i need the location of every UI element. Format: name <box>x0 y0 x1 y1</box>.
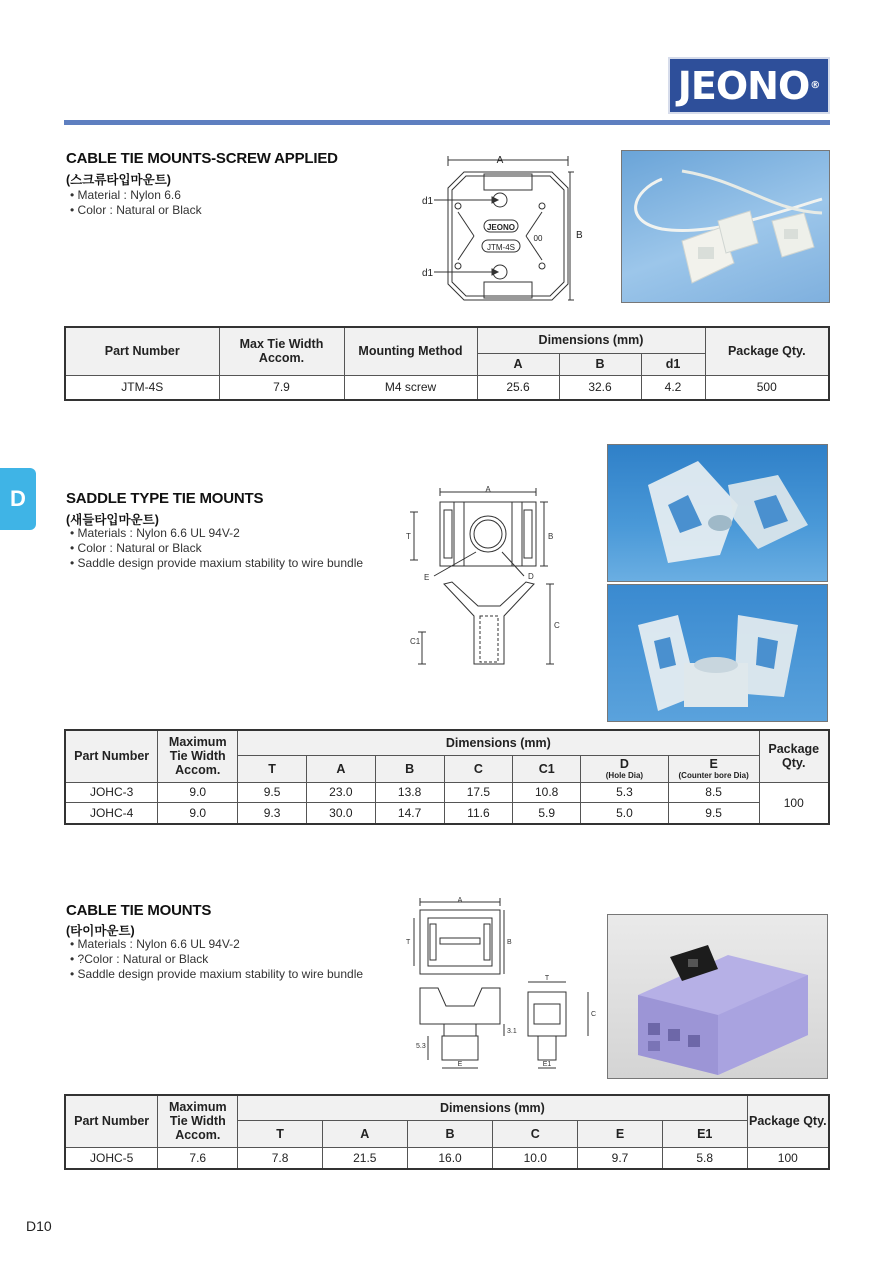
table-row: JOHC-4 9.0 9.3 30.0 14.7 11.6 5.9 5.0 9.5 <box>65 802 829 824</box>
col-package-qty: Package Qty. <box>759 730 829 782</box>
section3-subtitle: (타이마운트) <box>66 924 135 938</box>
svg-text:C: C <box>554 621 560 630</box>
svg-text:B: B <box>507 939 512 946</box>
col-c: C <box>444 755 513 782</box>
svg-text:C: C <box>591 1011 597 1018</box>
table-row: JTM-4S 7.9 M4 screw 25.6 32.6 4.2 500 <box>65 375 829 400</box>
svg-text:B: B <box>576 230 583 241</box>
col-max-width: Max Tie Width Accom. <box>219 327 344 375</box>
col-a: A <box>306 755 375 782</box>
svg-text:E: E <box>457 1061 463 1068</box>
section-tab: D <box>0 468 36 530</box>
tie-mount-drawing <box>404 894 604 1074</box>
col-e1: E1 <box>662 1120 747 1147</box>
svg-text:JEONO: JEONO <box>486 223 516 232</box>
svg-text:3.1: 3.1 <box>507 1028 517 1035</box>
col-d: D (Hole Dia) <box>581 755 669 782</box>
col-e: E <box>578 1120 663 1147</box>
section3-title: CABLE TIE MOUNTS <box>66 902 212 919</box>
section3-specs: • Materials : Nylon 6.6 UL 94V-2 • ?Color : Natural or Black • Saddle design provide maxium stability to wire bundle <box>70 937 363 982</box>
svg-text:D: D <box>528 572 534 581</box>
tie-mount-photo-art <box>608 915 828 1079</box>
svg-text:E: E <box>424 573 430 582</box>
svg-text:d1: d1 <box>422 268 434 279</box>
col-package-qty: Package Qty. <box>747 1095 829 1147</box>
saddle-mount-drawing <box>404 484 570 670</box>
svg-text:5.3: 5.3 <box>416 1043 426 1050</box>
section1-specs: • Material : Nylon 6.6 • Color : Natural or Black <box>70 188 202 218</box>
section1-title: CABLE TIE MOUNTS-SCREW APPLIED <box>66 150 338 167</box>
brand-logo: JEONO ® <box>668 57 830 114</box>
section2-specs: • Materials : Nylon 6.6 UL 94V-2 • Color : Natural or Black • Saddle design provide maxium stability to wire bundle <box>70 526 363 571</box>
col-b: B <box>375 755 444 782</box>
svg-text:JTM-4S: JTM-4S <box>487 243 515 252</box>
table-row: JOHC-5 7.6 7.8 21.5 16.0 10.0 9.7 5.8 100 <box>65 1147 829 1169</box>
saddle-mount-photo-bottom <box>607 584 828 722</box>
col-part-number: Part Number <box>65 327 219 375</box>
col-part-number: Part Number <box>65 1095 158 1147</box>
svg-text:00: 00 <box>533 234 543 243</box>
col-b: B <box>407 1120 493 1147</box>
section2-subtitle: (새들타입마운트) <box>66 513 159 527</box>
svg-text:T: T <box>406 939 411 946</box>
col-b: B <box>559 353 641 375</box>
col-t: T <box>238 755 307 782</box>
page-number: D10 <box>26 1218 52 1234</box>
screw-mount-photo <box>621 150 830 303</box>
tie-mount-photo <box>607 914 828 1079</box>
svg-text:A: A <box>457 897 463 904</box>
saddle-photo-art-1 <box>608 445 828 582</box>
col-dimensions: Dimensions (mm) <box>238 1095 747 1120</box>
col-a: A <box>477 353 559 375</box>
section1-subtitle: (스크류타입마운트) <box>66 173 171 187</box>
col-t: T <box>238 1120 323 1147</box>
section1-spec-table <box>64 326 830 401</box>
col-dimensions: Dimensions (mm) <box>238 730 759 755</box>
col-mounting-method: Mounting Method <box>344 327 477 375</box>
svg-text:A: A <box>496 155 504 166</box>
svg-text:T: T <box>406 532 411 541</box>
svg-text:d1: d1 <box>422 196 434 207</box>
svg-text:C1: C1 <box>410 637 421 646</box>
screw-mount-photo-art <box>622 151 830 303</box>
table-row: JOHC-3 9.0 9.5 23.0 13.8 17.5 10.8 5.3 8.5 100 <box>65 782 829 802</box>
col-a: A <box>322 1120 407 1147</box>
screw-mount-drawing <box>418 152 586 304</box>
col-dimensions: Dimensions (mm) <box>477 327 705 353</box>
section3-spec-table <box>64 1094 830 1170</box>
section2-title: SADDLE TYPE TIE MOUNTS <box>66 490 264 507</box>
header-rule <box>64 120 830 125</box>
col-part-number: Part Number <box>65 730 158 782</box>
col-max-width: Maximum Tie Width Accom. <box>158 730 238 782</box>
col-package-qty: Package Qty. <box>705 327 829 375</box>
svg-text:A: A <box>485 485 491 494</box>
svg-text:B: B <box>548 532 554 541</box>
col-c: C <box>493 1120 578 1147</box>
section2-spec-table <box>64 729 830 825</box>
svg-text:T: T <box>544 975 550 982</box>
col-c1: C1 <box>513 755 581 782</box>
svg-text:E1: E1 <box>542 1061 552 1068</box>
col-d1: d1 <box>641 353 705 375</box>
saddle-mount-photo-top <box>607 444 828 582</box>
col-max-width: Maximum Tie Width Accom. <box>158 1095 238 1147</box>
saddle-photo-art-2 <box>608 585 828 722</box>
col-e: E (Counter bore Dia) <box>668 755 759 782</box>
